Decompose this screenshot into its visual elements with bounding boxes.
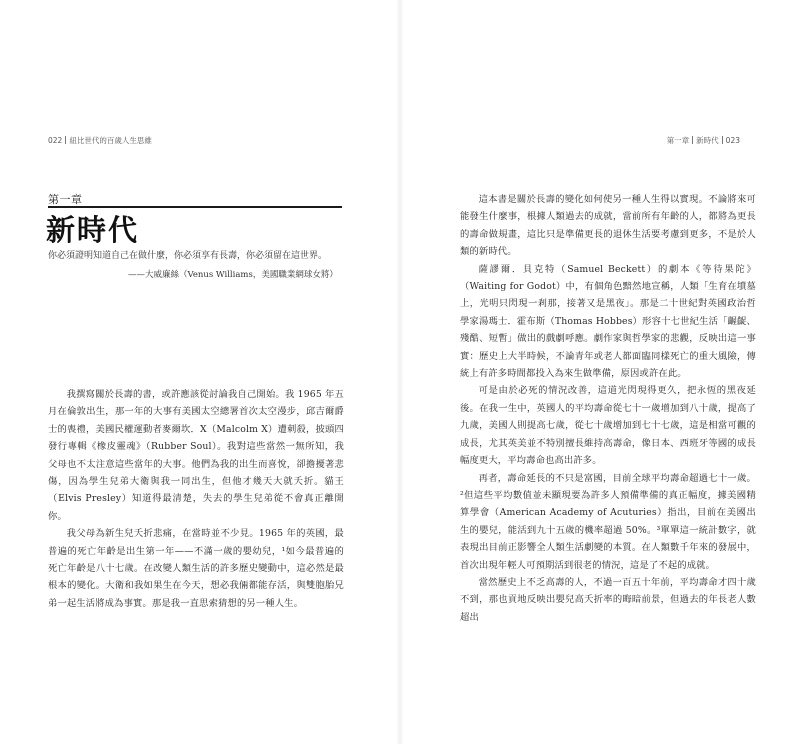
epigraph-quote: 你必須證明知道自己在做什麼，你必須享有長壽，你必須留在這世界。: [48, 251, 328, 261]
book-title: 紐比世代的百歲人生思維: [69, 136, 152, 145]
chapter-title: 新時代: [46, 213, 140, 247]
epigraph-source: ——大威廉絲（Venus Williams，美國職業網球女將）: [128, 270, 338, 280]
right-body-text: [460, 191, 756, 626]
running-head-right: [667, 135, 740, 146]
paragraph: 這本書是關於長壽的變化如何使另一種人生得以實現。不論將來可能發生什麼事，根據人類過去的成就，當前所有年齡的人，都將為更長的壽命做規畫，這比只是準備更長的退休生活要考慮到更多，不是於人類的新時代。: [460, 194, 756, 258]
paragraph: 我父母為新生兒夭折悲痛，在當時並不少見。1965 年的英國，最普遍的死亡年齡是出生第一年——不滿一歲的嬰幼兒，¹如今最普遍的死亡年齡是八十七歲。在改變人類生活的許多歷史變動中，這必然是最根本的變化。大衛和我如果生在今天，想必我倆都能存活，與雙胞胎兄弟一起生活將成為事實。那是我一直思索猜想的另一種人生。: [48, 528, 344, 609]
running-head-left: [48, 135, 152, 146]
running-head-divider: [722, 136, 723, 144]
running-head-divider: [692, 136, 693, 144]
left-body-text: [48, 386, 344, 612]
paragraph: 我撰寫關於長壽的書，或許應該從討論我自己開始。我 1965 年五月在倫敦出生，那一年的大事有美國太空總署首次太空漫步，邱吉爾爵士的喪禮，美國民權運動者麥爾坎．X（Malcolm X）遭刺殺，披頭四發行專輯《橡皮靈魂》（Rubber Soul）。我對這些當然一無所知，我父母也不太注意這些當年的大事。他們為我的出生而喜悅，卻擔擾著悲傷，因為學生兒弟大衛與我一同出生，但他才幾天大就夭折。貓王（Elvis Presley）知道得最清楚，失去的學生兒弟從不會真正離開你。: [48, 389, 344, 522]
page-number: 023: [725, 136, 740, 145]
right-page: [400, 0, 800, 744]
paragraph: 再者，壽命延長的不只是富國，目前全球平均壽命超過七十一歲。²但這些平均數值並未顯現要為許多人預備準備的真正幅度，據美國精算學會（American Academy of Acuturies）指出，目前在美國出生的嬰兒，能活到九十五歲的機率超過 50%。³單單這一統計數字，就表現出目前正影響全人類生活劇變的本質。在人類數千年來的發展中，首次出現年輕人可預期活到很老的情況，這是了不起的成就。: [460, 472, 756, 571]
paragraph: 薩謬爾．貝克特（Samuel Beckett）的劇本《等待果陀》（Waiting for Godot）中，有個角色黯然地宣稱，人類「生育在墳墓上，光明只閃現一剎那，接著又是黑夜」。那是二十世紀對英國政治哲學家湯瑪士．霍布斯（Thomas Hobbes）形容十七世紀生活「齷齪、殘酷、短暫」做出的戲劇呼應。劇作家與哲學家的悲觀，反映出這一事實：歷史上大半時候，不論青年或老人都面臨同樣死亡的重大風險，傳統上有許多時間都投入為來生做準備，原因或許在此。: [460, 263, 756, 380]
paragraph: 當然歷史上不乏高壽的人，不過一百五十年前，平均壽命才四十歲不到，那也貢地反映出嬰兒高夭折率的晦暗前景，但過去的年長老人數超出: [460, 576, 756, 623]
paragraph: 可是由於必死的情況改善，這道光閃現得更久，把永恆的黑夜延後。在我一生中，英國人的平均壽命從七十一歲增加到八十歲，提高了九歲，美國人則提高七歲，從七十歲增加到七十七歲，這是相當可觀的成長，尤其英美並不特別擅長維持高壽命，像日本、西班牙等國的成長幅度更大，平均壽命也高出許多。: [460, 385, 756, 467]
running-head-divider: [65, 136, 66, 144]
chapter-label: 第一章: [48, 193, 83, 206]
chapter-title: 新時代: [696, 136, 719, 145]
chapter-label: 第一章: [666, 136, 690, 145]
page-number: 022: [48, 136, 63, 145]
